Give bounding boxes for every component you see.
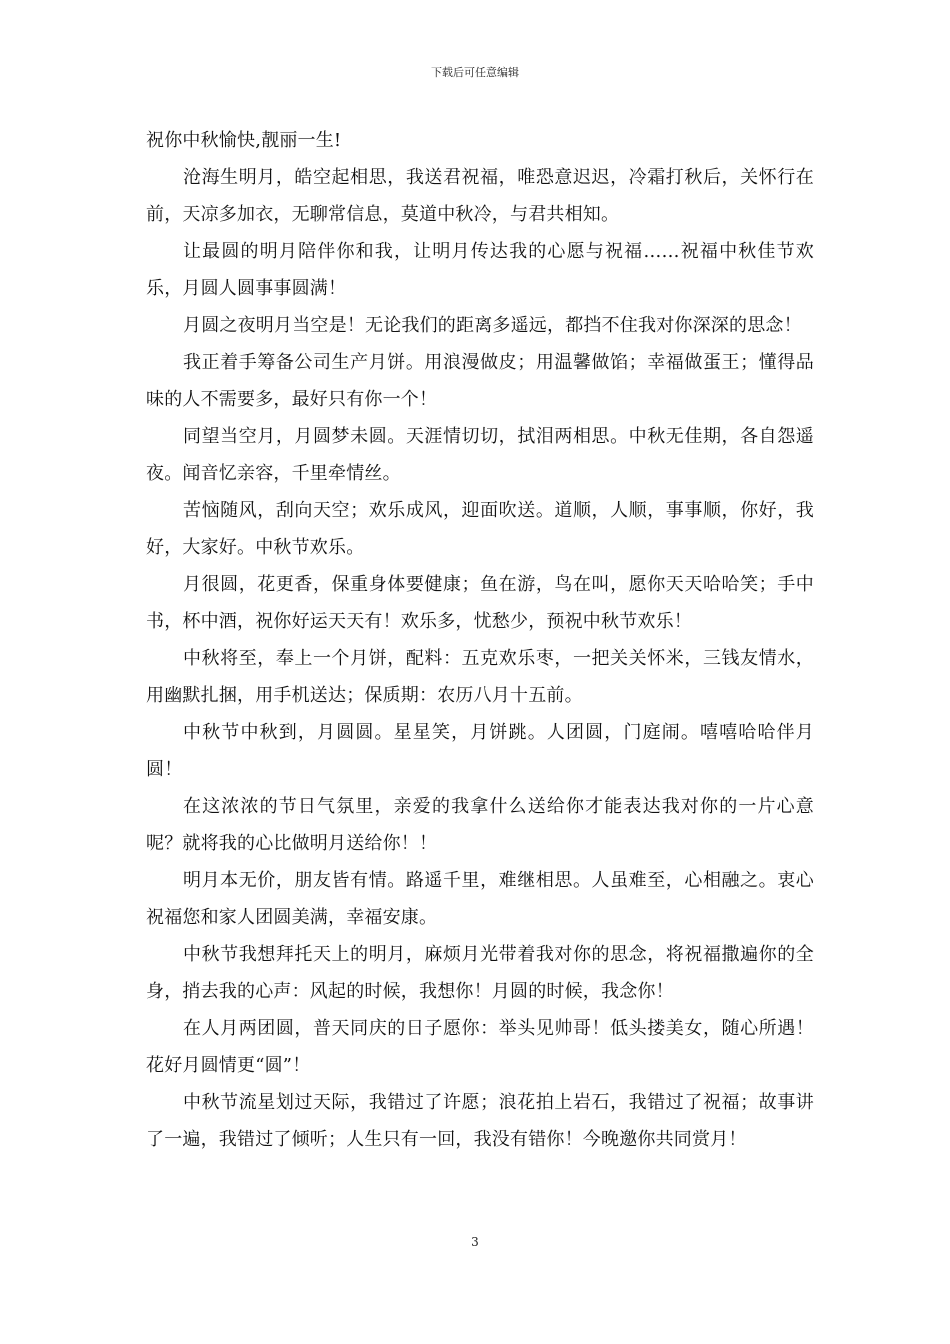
paragraph: 在人月两团圆，普天同庆的日子愿你：举头见帅哥！低头搂美女，随心所遇！花好月圆情更“圆”！	[146, 1018, 814, 1076]
paragraph: 中秋节我想拜托天上的明月，麻烦月光带着我对你的思念，将祝福撒遍你的全身，捎去我的心声：风起的时候，我想你！月圆的时候，我念你！	[146, 944, 814, 1002]
paragraph: 在这浓浓的节日气氛里，亲爱的我拿什么送给你才能表达我对你的一片心意呢？就将我的心比做明月送给你！！	[146, 796, 814, 854]
paragraph: 月很圆，花更香，保重身体要健康；鱼在游，鸟在叫，愿你天天哈哈笑；手中书，杯中酒，祝你好运天天有！欢乐多，忧愁少，预祝中秋节欢乐！	[146, 574, 814, 632]
paragraph: 中秋将至，奉上一个月饼，配料：五克欢乐枣，一把关关怀米，三钱友情水，用幽默扎捆，用手机送达；保质期：农历八月十五前。	[146, 648, 814, 706]
page-number: 3	[471, 1235, 479, 1249]
paragraph: 苦恼随风，刮向天空；欢乐成风，迎面吹送。道顺，人顺，事事顺，你好，我好，大家好。中秋节欢乐。	[146, 500, 814, 558]
paragraph: 中秋节中秋到，月圆圆。星星笑，月饼跳。人团圆，门庭闹。嘻嘻哈哈伴月圆！	[146, 722, 814, 780]
paragraph: 中秋节流星划过天际，我错过了许愿；浪花拍上岩石，我错过了祝福；故事讲了一遍，我错过了倾听；人生只有一回，我没有错你！今晚邀你共同赏月！	[146, 1092, 814, 1150]
paragraph: 我正着手筹备公司生产月饼。用浪漫做皮；用温馨做馅；幸福做蛋王；懂得品味的人不需要多，最好只有你一个！	[146, 352, 814, 410]
document-body	[146, 122, 814, 1158]
paragraph: 让最圆的明月陪伴你和我，让明月传达我的心愿与祝福……祝福中秋佳节欢乐，月圆人圆事事圆满！	[146, 241, 814, 299]
paragraph: 月圆之夜明月当空是！无论我们的距离多遥远，都挡不住我对你深深的思念！	[183, 315, 802, 336]
paragraph: 同望当空月，月圆梦未圆。天涯情切切，拭泪两相思。中秋无佳期，各自怨遥夜。闻音忆亲容，千里牵情丝。	[146, 426, 814, 484]
page-header: 下载后可任意编辑	[431, 66, 519, 79]
paragraph: 明月本无价，朋友皆有情。路遥千里，难继相思。人虽难至，心相融之。衷心祝福您和家人团圆美满，幸福安康。	[146, 870, 814, 928]
paragraph: 沧海生明月，皓空起相思，我送君祝福，唯恐意迟迟，冷霜打秋后，关怀行在前，天凉多加衣，无聊常信息，莫道中秋冷，与君共相知。	[146, 167, 814, 225]
paragraph: 祝你中秋愉快,靓丽一生!	[146, 130, 342, 151]
